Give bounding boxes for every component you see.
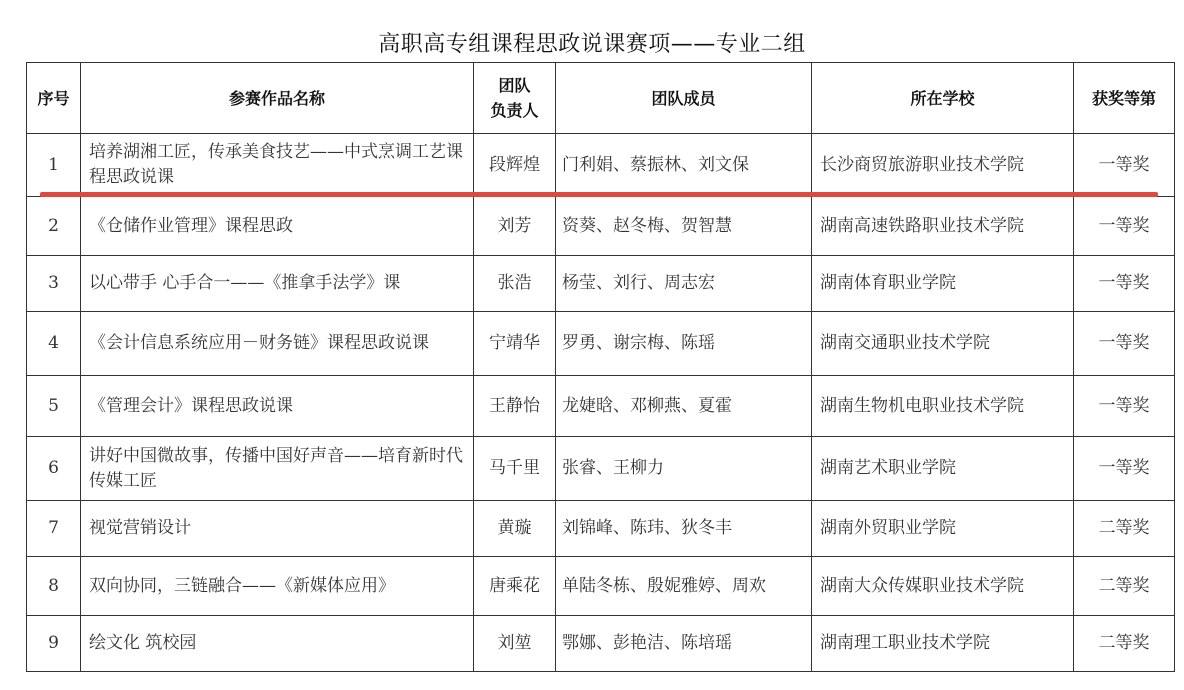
cell-no: 8 [27,557,81,616]
cell-members: 鄂娜、彭艳洁、陈培瑶 [556,616,812,672]
cell-members: 门利娟、蔡振林、刘文保 [556,134,812,197]
cell-no: 6 [27,437,81,501]
cell-school: 湖南外贸职业学院 [812,501,1074,557]
cell-award: 一等奖 [1074,197,1175,256]
table-row [27,376,1175,437]
table-row [27,312,1175,376]
cell-members: 资葵、赵冬梅、贺智慧 [556,197,812,256]
cell-lead: 宁靖华 [474,312,556,376]
cell-lead: 唐乘花 [474,557,556,616]
cell-lead: 马千里 [474,437,556,501]
cell-award: 二等奖 [1074,616,1175,672]
cell-school: 长沙商贸旅游职业技术学院 [812,134,1074,197]
cell-no: 5 [27,376,81,437]
cell-award: 一等奖 [1074,134,1175,197]
cell-no: 7 [27,501,81,557]
cell-members: 刘锦峰、陈玮、狄冬丰 [556,501,812,557]
cell-award: 二等奖 [1074,557,1175,616]
cell-work: 《管理会计》课程思政说课 [81,376,474,437]
cell-school: 湖南生物机电职业技术学院 [812,376,1074,437]
cell-school: 湖南理工职业技术学院 [812,616,1074,672]
table-row [27,501,1175,557]
cell-work: 培养湖湘工匠，传承美食技艺——中式烹调工艺课程思政说课 [81,134,474,197]
table-row [27,256,1175,312]
header-award: 获奖等第 [1074,63,1175,134]
awards-table [26,62,1175,672]
cell-members: 杨莹、刘行、周志宏 [556,256,812,312]
cell-no: 2 [27,197,81,256]
cell-school: 湖南艺术职业学院 [812,437,1074,501]
cell-work: 讲好中国微故事，传播中国好声音——培育新时代传媒工匠 [81,437,474,501]
table-row [27,197,1175,256]
cell-work: 绘文化 筑校园 [81,616,474,672]
cell-school: 湖南高速铁路职业技术学院 [812,197,1074,256]
cell-no: 3 [27,256,81,312]
cell-members: 罗勇、谢宗梅、陈瑶 [556,312,812,376]
cell-lead: 刘堃 [474,616,556,672]
cell-school: 湖南大众传媒职业技术学院 [812,557,1074,616]
table-row [27,557,1175,616]
cell-award: 二等奖 [1074,501,1175,557]
cell-award: 一等奖 [1074,256,1175,312]
cell-lead: 张浩 [474,256,556,312]
header-members: 团队成员 [556,63,812,134]
header-school: 所在学校 [812,63,1074,134]
cell-school: 湖南体育职业学院 [812,256,1074,312]
cell-work: 双向协同，三链融合——《新媒体应用》 [81,557,474,616]
cell-school: 湖南交通职业技术学院 [812,312,1074,376]
cell-no: 9 [27,616,81,672]
header-lead-line1: 团队 [498,76,531,95]
cell-no: 4 [27,312,81,376]
cell-lead: 段辉煌 [474,134,556,197]
header-lead-line2: 负责人 [490,101,539,120]
table-row [27,134,1175,197]
cell-award: 一等奖 [1074,312,1175,376]
cell-lead: 黄璇 [474,501,556,557]
cell-no: 1 [27,134,81,197]
red-highlight-underline [40,192,1158,197]
cell-work: 《仓储作业管理》课程思政 [81,197,474,256]
cell-work: 视觉营销设计 [81,501,474,557]
cell-members: 龙婕晗、邓柳燕、夏霍 [556,376,812,437]
cell-lead: 刘芳 [474,197,556,256]
table-row [27,616,1175,672]
cell-work: 以心带手 心手合一——《推拿手法学》课 [81,256,474,312]
cell-award: 一等奖 [1074,437,1175,501]
cell-lead: 王静怡 [474,376,556,437]
cell-members: 张睿、王柳力 [556,437,812,501]
cell-members: 单陆冬栋、殷妮雅婷、周欢 [556,557,812,616]
page-title: 高职高专组课程思政说课赛项——专业二组 [378,32,806,57]
cell-award: 一等奖 [1074,376,1175,437]
header-lead [474,63,556,134]
table-header-row [27,63,1175,134]
cell-work: 《会计信息系统应用－财务链》课程思政说课 [81,312,474,376]
header-no: 序号 [27,63,81,134]
table-row [27,437,1175,501]
header-work: 参赛作品名称 [81,63,474,134]
